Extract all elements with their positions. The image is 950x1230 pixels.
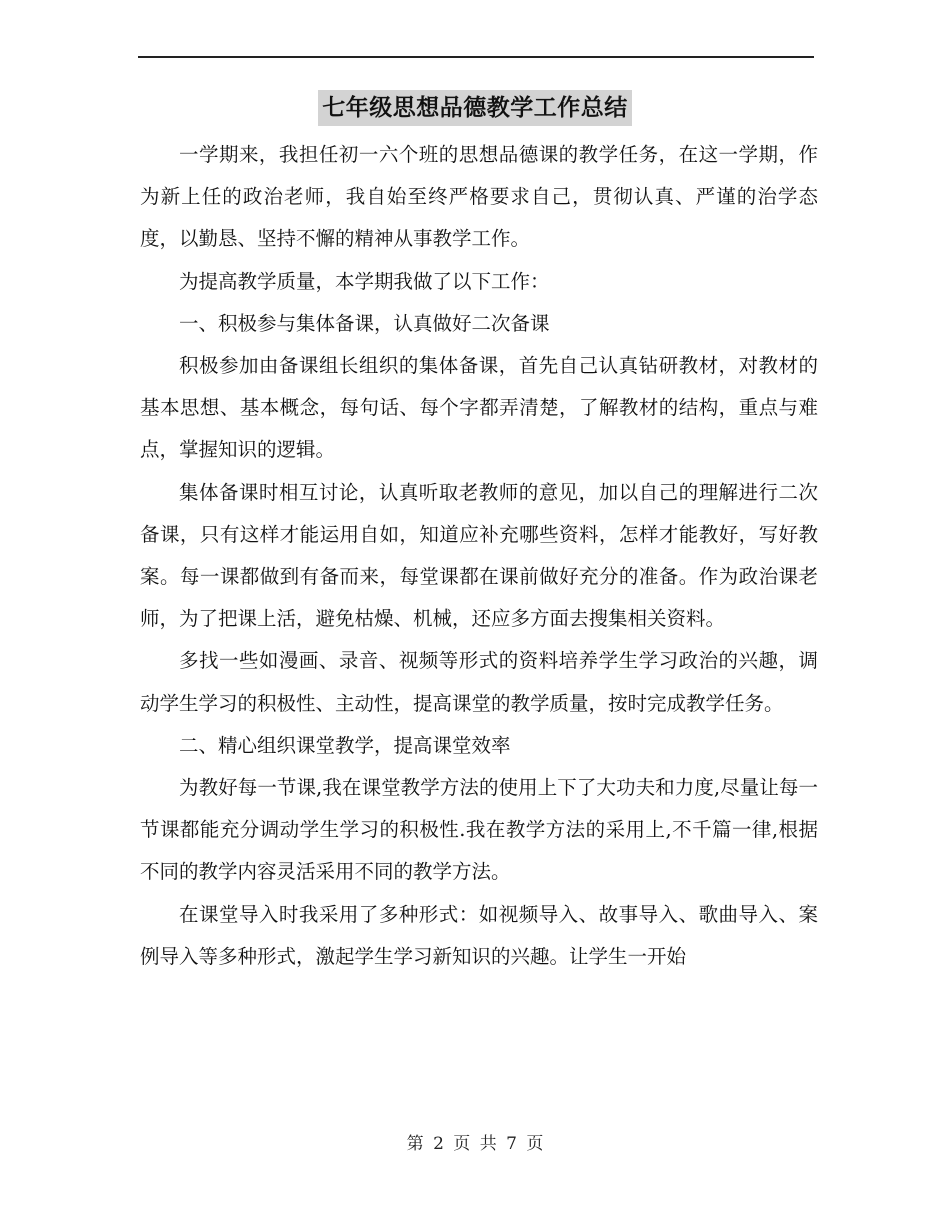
- paragraph: 在课堂导入时我采用了多种形式：如视频导入、故事导入、歌曲导入、案例导入等多种形式，激起学生学习新知识的兴趣。让学生一开始: [140, 902, 818, 968]
- paragraph: 集体备课时相互讨论，认真听取老教师的意见，加以自己的理解进行二次备课，只有这样才能运用自如，知道应补充哪些资料，怎样才能教好，写好教案。每一课都做到有备而来，每堂课都在课前做好充分的准备。作为政治课老师，为了把课上活，避免枯燥、机械，还应多方面去搜集相关资料。: [140, 480, 818, 631]
- section-heading-1: 一、积极参与集体备课，认真做好二次备课: [179, 311, 550, 335]
- page-number-footer: 第 2 页 共 7 页: [406, 1134, 544, 1154]
- section-heading-2: 二、精心组织课堂教学，提高课堂效率: [179, 733, 511, 757]
- paragraph: 积极参加由备课组长组织的集体备课，首先自己认真钻研教材，对教材的基本思想、基本概念，每句话、每个字都弄清楚，了解教材的结构，重点与难点，掌握知识的逻辑。: [140, 354, 818, 462]
- paragraph: 多找一些如漫画、录音、视频等形式的资料培养学生学习政治的兴趣，调动学生学习的积极性、主动性，提高课堂的教学质量，按时完成教学任务。: [140, 649, 818, 715]
- paragraph: 为教好每一节课,我在课堂教学方法的使用上下了大功夫和力度,尽量让每一节课都能充分调动学生学习的积极性.我在教学方法的采用上,不千篇一律,根据不同的教学内容灵活采用不同的教学方法。: [140, 776, 818, 884]
- paragraph-work-intro: 为提高教学质量，本学期我做了以下工作：: [179, 269, 550, 293]
- header-rule: [138, 56, 814, 58]
- document-title: 七年级思想品德教学工作总结: [318, 90, 632, 126]
- title-container: [0, 90, 950, 126]
- document-body: [140, 134, 818, 978]
- paragraph-intro: 一学期来，我担任初一六个班的思想品德课的教学任务，在这一学期，作为新上任的政治老师，我自始至终严格要求自己，贯彻认真、严谨的治学态度，以勤恳、坚持不懈的精神从事教学工作。: [140, 143, 818, 251]
